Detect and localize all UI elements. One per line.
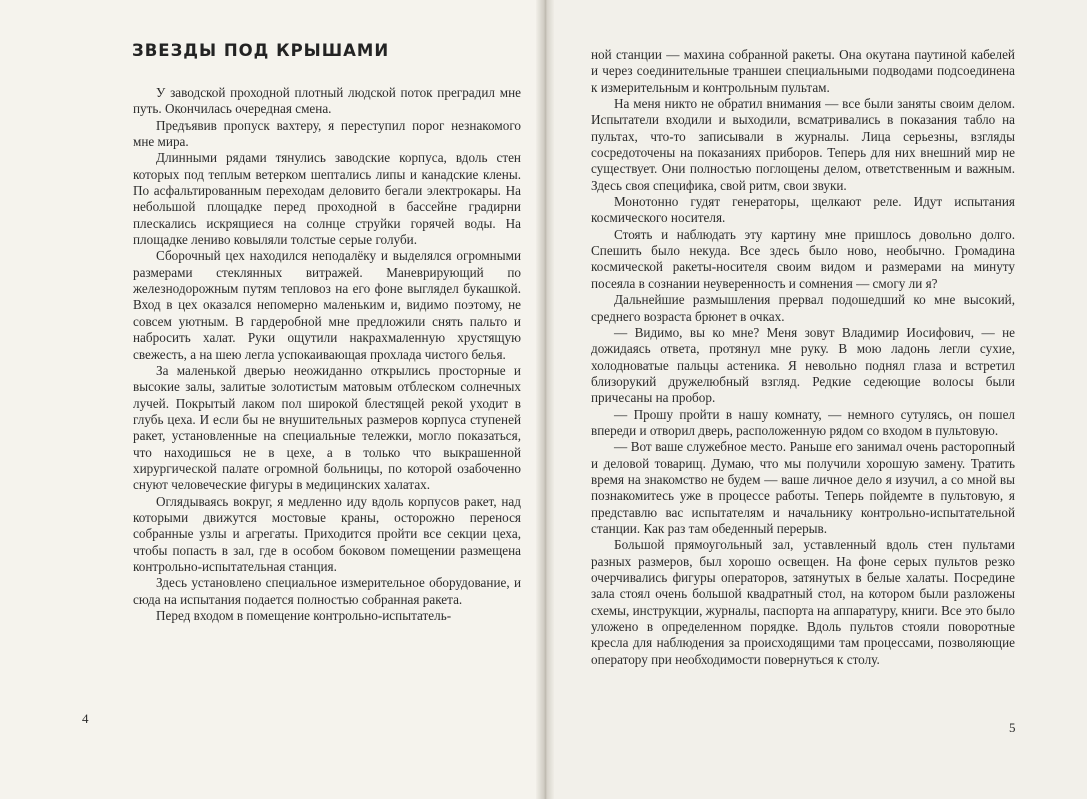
chapter-title: ЗВЕЗДЫ ПОД КРЫШАМИ [132,41,390,60]
paragraph: — Прошу пройти в нашу комнату, — немного сутулясь, он пошел впереди и отворил дверь, расположенную рядом со входом в пультовую. [591,406,1015,438]
paragraph: Длинными рядами тянулись заводские корпуса, вдоль стен которых под теплым ветерком шептались липы и канадские клены. По асфальтированным переходам деловито бегали электрокары. На небольшой площадке перед проходной в бассейне градирни плескались искрящиеся на солнце струйки горячей воды. На площадке лениво ковыляли толстые серые голуби. [133,150,521,248]
paragraph: Здесь установлено специальное измерительное оборудование, и сюда на испытания подается полностью собранная ракета. [133,575,521,607]
book-gutter [536,0,554,799]
paragraph: Перед входом в помещение контрольно-испытатель- [156,608,452,623]
page-number-left: 4 [82,711,89,726]
paragraph: Монотонно гудят генераторы, щелкают реле. Идут испытания космического носителя. [591,194,1015,226]
paragraph: На меня никто не обратил внимания — все были заняты своим делом. Испытатели входили и выходили, всматривались в показания табло на пультах, что-то записывали в журналы. Лица серьезны, взгляды сосредоточены на показаниях приборов. Теперь для них внешний мир не существует. Они полностью поглощены делом, ответственным и важным. Здесь своя специфика, свой ритм, свои звуки. [591,96,1015,193]
paragraph: Стоять и наблюдать эту картину мне пришлось довольно долго. Спешить было некуда. Все здесь было ново, необычно. Громадина космической ракеты-носителя своим видом и размерами на минуту посеяла в сознании неуверенность и сомнения — смогу ли я? [591,226,1015,291]
paragraph: Сборочный цех находился неподалёку и выделялся огромными размерами стеклянных витражей. Маневрирующий по железнодорожным путям тепловоз на его фоне выглядел букашкой. Вход в цех оказался непомерно маленьким и, видимо поэтому, не совсем уютным. В гардеробной мне предложили снять пальто и набросить халат. Руки ощутили накрахмаленную хрустящую свежесть, а на шею легла успокаивающая прохлада чистого белья. [133,248,521,362]
paragraph: — Видимо, вы ко мне? Меня зовут Владимир Иосифович, — не дожидаясь ответа, протянул мне руку. В мою ладонь легли сухие, холодноватые пальцы астеника. Я невольно поднял глаза и встретил близорукий дружелюбный взгляд. Редкие седеющие волосы были причесаны на пробор. [591,324,1015,406]
paragraph: ной станции — махина собранной ракеты. Она окутана паутиной кабелей и через соединительные траншеи специальными подводами подсоединена к измерительным и контрольным пультам. [591,47,1015,95]
paragraph: Оглядываясь вокруг, я медленно иду вдоль корпусов ракет, над которыми движутся мостовые краны, осторожно перенося собранные узлы и агрегаты. Приходится пройти все секции цеха, чтобы попасть в зал, где в особом боковом помещении размещена контрольно-испытательная станция. [133,493,521,574]
paragraph: — Вот ваше служебное место. Раньше его занимал очень расторопный и деловой товарищ. Думаю, что мы получили хорошую замену. Тратить время на знакомство не будем — ваше личное дело я изучил, а со мной вы познакомитесь уже в процессе работы. Теперь пойдемте в пультовую, я представлю вас испытателям и начальнику контрольно-испытательной станции. Как раз там обеденный перерыв. [591,439,1015,536]
paragraph: Предъявив пропуск вахтеру, я переступил порог незнакомого мне мира. [133,117,521,150]
paragraph: За маленькой дверью неожиданно открылись просторные и высокие залы, залитые золотистым матовым отблеском солнечных лучей. Покрытый лаком пол широкой блестящей рекой уходит в глубь цеха. И если бы не внушительных размеров корпуса ступеней ракет, установленные на специальные тележки, могло показаться, что находишься не в цехе, а в только что выкрашенной хирургической палате огромной больницы, по которой озабоченно снуют человеческие фигуры в медицинских халатах. [133,362,521,493]
right-page-text [591,47,1015,668]
left-page-text [133,85,521,624]
paragraph: У заводской проходной плотный людской поток преградил мне путь. Окончилась очередная смена. [133,85,521,117]
paragraph: Дальнейшие размышления прервал подошедший ко мне высокий, среднего возраста брюнет в очках. [591,292,1015,324]
paragraph: Большой прямоугольный зал, уставленный вдоль стен пультами разных размеров, был хорошо освещен. На фоне серых пультов резко очерчивались фигуры операторов, затянутых в белые халаты. Посредине зала стоял очень большой квадратный стол, на котором были разложены схемы, инструкции, журналы, паспорта на аппаратуру, книги. Все это было уложено в определенном порядке. Вдоль пультов стояли поворотные кресла для наблюдения за происходящими там процессами, позволяющие оператору при необходимости повернуться к столу. [591,537,1015,667]
page-number-right: 5 [1009,720,1016,735]
